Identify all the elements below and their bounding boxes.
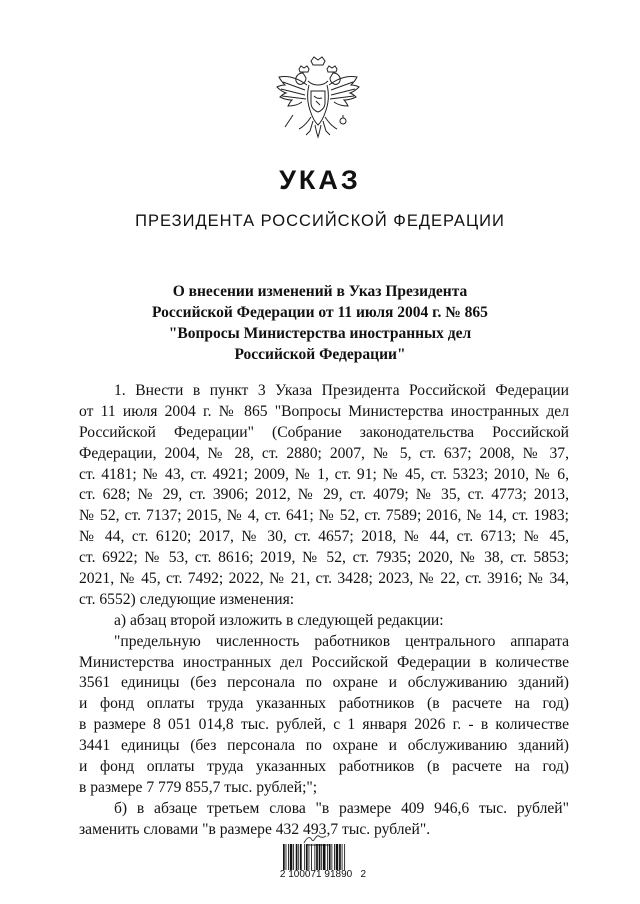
body-line: Министерства иностранных дел Российской Федерации в количестве bbox=[79, 653, 569, 671]
barcode-bar bbox=[327, 844, 328, 870]
barcode-bar bbox=[283, 844, 285, 870]
body-line: б) в абзаце третьем слова "в размере 409 946,6 тыс. рублей" bbox=[114, 799, 569, 817]
barcode-bar bbox=[331, 844, 332, 870]
document-subtitle: ПРЕЗИДЕНТА РОССИЙСКОЙ ФЕДЕРАЦИИ bbox=[135, 212, 505, 230]
body-line: № 52, ст. 7137; 2015, № 4, ст. 641; № 52, ст. 7589; 2016, № 14, ст. 1983; bbox=[79, 507, 569, 525]
barcode-bar bbox=[293, 844, 294, 870]
heading-line: "Вопросы Министерства иностранных дел bbox=[168, 325, 472, 342]
body-line: в размере 8 051 014,8 тыс. рублей, с 1 января 2026 г. - в количестве bbox=[79, 716, 569, 734]
body-line: и фонд оплаты труда указанных работников (в расчете на год) bbox=[79, 758, 569, 776]
barcode-bar bbox=[321, 844, 322, 870]
barcode-bar bbox=[300, 844, 302, 870]
barcode-bar bbox=[296, 844, 298, 870]
barcode-bar bbox=[286, 844, 287, 870]
body-line: 3561 единицы (без персонала по охране и обслуживанию зданий) bbox=[79, 674, 569, 692]
barcode-bar bbox=[336, 844, 339, 870]
document-heading bbox=[0, 281, 640, 365]
body-line: ст. 4181; № 43, ст. 4921; 2009, № 1, ст. 91; № 45, ст. 5323; 2010, № 6, bbox=[79, 465, 569, 483]
body-line: 1. Внести в пункт 3 Указа Президента Российской Федерации bbox=[114, 382, 569, 399]
barcode-bar bbox=[309, 844, 310, 870]
barcode-bar bbox=[316, 844, 318, 870]
barcode-bar bbox=[339, 844, 341, 870]
barcode-bar bbox=[323, 844, 326, 870]
body-line: в размере 7 779 855,7 тыс. рублей;"; bbox=[79, 778, 318, 796]
body-line: ст. 6922; № 53, ст. 8616; 2019, № 52, ст. 7935; 2020, № 38, ст. 5853; bbox=[79, 549, 569, 567]
barcode-bar bbox=[342, 844, 343, 870]
body-line: а) абзац второй изложить в следующей редакции: bbox=[114, 611, 444, 629]
heading-line: Российской Федерации" bbox=[234, 346, 406, 363]
body-line: и фонд оплаты труда указанных работников (в расчете на год) bbox=[79, 695, 569, 713]
double-headed-eagle-emblem-icon bbox=[271, 55, 365, 147]
body-line: ст. 628; № 29, ст. 3906; 2012, № 29, ст. 4079; № 35, ст. 4773; 2013, bbox=[79, 486, 569, 504]
document-title: УКАЗ bbox=[279, 165, 361, 195]
body-line: 2021, № 45, ст. 7492; 2022, № 21, ст. 3428; 2023, № 22, ст. 3916; № 34, bbox=[79, 570, 569, 588]
document-body bbox=[79, 381, 569, 841]
barcode-icon bbox=[283, 844, 367, 870]
heading-line: О внесении изменений в Указ Президента bbox=[172, 283, 468, 300]
body-line: Федерации, 2004, № 28, ст. 2880; 2007, № 5, ст. 637; 2008, № 37, bbox=[79, 444, 569, 462]
barcode-bar bbox=[314, 844, 315, 870]
barcode-bar bbox=[288, 844, 289, 870]
barcode-bar bbox=[329, 844, 331, 870]
heading-line: Российской Федерации от 11 июля 2004 г. № 865 bbox=[152, 304, 488, 321]
barcode-number: 2 100071 91890 2 bbox=[279, 869, 367, 880]
barcode-bar bbox=[306, 844, 308, 870]
body-line: от 11 июля 2004 г. № 865 "Вопросы Министерства иностранных дел bbox=[79, 402, 569, 420]
body-line: "предельную численность работников центрального аппарата bbox=[114, 632, 569, 650]
barcode-bar bbox=[319, 844, 321, 870]
barcode-bar bbox=[298, 844, 299, 870]
body-line: 3441 единицы (без персонала по охране и обслуживанию зданий) bbox=[79, 737, 569, 755]
barcode-bar bbox=[304, 844, 305, 870]
barcode-bar bbox=[290, 844, 293, 870]
barcode-bar bbox=[344, 844, 345, 870]
body-line: заменить словами "в размере 432 493,7 тыс. рублей". bbox=[79, 820, 431, 838]
body-line: № 44, ст. 6120; 2017, № 30, ст. 4657; 2018, № 44, ст. 6713; № 45, bbox=[79, 528, 569, 546]
barcode-bar bbox=[311, 844, 312, 870]
barcode-bar bbox=[334, 844, 335, 870]
body-line: Российской Федерации" (Собрание законодательства Российской bbox=[79, 423, 569, 441]
body-line: ст. 6552) следующие изменения: bbox=[79, 590, 295, 608]
